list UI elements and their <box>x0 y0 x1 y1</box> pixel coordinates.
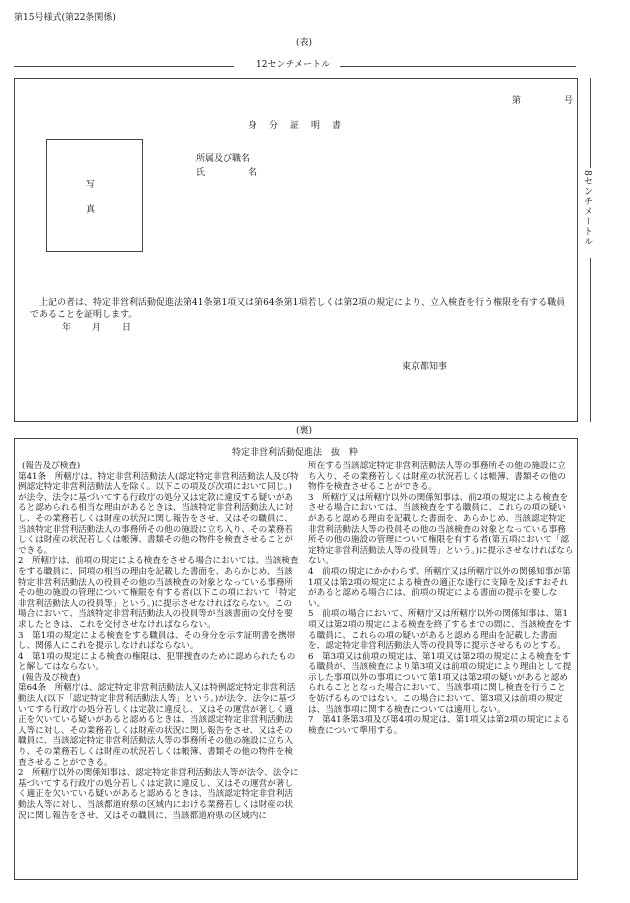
photo-label-2: 真 <box>86 205 96 215</box>
width-dimension-label: 12センチメートル <box>256 60 331 70</box>
field-affiliation-label: 所属及び職名 <box>196 154 251 164</box>
excerpt-paragraph: (報告及び検査) <box>22 461 81 471</box>
excerpt-paragraph: (報告及び検査) <box>22 672 81 683</box>
excerpt-paragraph: 4 前項の規定にかかわらず、所轄庁又は所轄庁以外の関係知事が第1項又は第2項の規定による検査の適正な遂行に支障を及ぼすおそれがあると認める場合には、前項の規定による書面の提示を要しない。 <box>308 566 571 609</box>
form-label: 第15号様式(第22条関係) <box>14 13 116 23</box>
photo-label-1: 写 <box>86 180 96 190</box>
back-title: 特定非営利活動促進法 抜 粋 <box>232 448 359 458</box>
excerpt-left-column <box>18 461 300 875</box>
date-month-label: 月 <box>92 323 102 333</box>
certification-text: 上記の者は、特定非営利活動促進法第41条第1項又は第64条第1項若しくは第2項の規定により、立入検査を行う権限を有する職員であることを証明します。 <box>30 298 566 320</box>
excerpt-paragraph: 第41条 所轄庁は、特定非営利活動法人(認定特定非営利活動法人及び特例認定特定非営利活動法人を除く。以下この項及び次項において同じ。)が法令、法令に基づいてする行政庁の処分又は定款に違反する疑いがあると認められる相当な理由があるときは、当該特定非営利活動法人に対し、その業務若しくは財産の状況に関し報告をさせ、又はその職員に、当該特定非営利活動法人の事務所その他の施設に立ち入り、その業務若しくは財産の状況若しくは帳簿、書類その他の物件を検査させることができる。 <box>18 471 299 556</box>
number-label: 第 <box>512 96 522 106</box>
date-day-label: 日 <box>122 323 132 333</box>
card-title: 身分証明書 <box>248 121 354 131</box>
height-dimension-label: 8センチメートル <box>582 170 592 247</box>
front-section-label: (表) <box>296 38 313 48</box>
excerpt-right-column <box>308 461 574 875</box>
excerpt-paragraph: 6 第3項又は前項の規定は、第1項又は第2項の規定による検査をする職員が、当該検査により第3項又は前項の規定により理由として提示した事項以外の事項について第1項又は第2項の疑いがあると認められることとなった場合において、当該事項に関し検査を行うことを妨げるものではない。この場合において、第3項又は前項の規定は、当該事項に関する検査については適用しない。 <box>308 651 572 715</box>
height-dimension-line-lower <box>590 258 591 422</box>
excerpt-paragraph: 2 所轄庁は、前項の規定による検査をさせる場合においては、当該検査をする職員に、同項の相当の理由を記載した書面を、あらかじめ、当該特定非営利活動法人の役員その他の当該検査の対象となっている事務所その他の施設の管理について権限を有する者(以下この項において「特定非営利活動法人の役員等」という。)に提示させなければならない。この場合において、当該特定非営利活動法人の役員等が当該書面の交付を要求したときは、これを交付させなければならない。 <box>18 556 299 630</box>
excerpt-paragraph: 第64条 所轄庁は、認定特定非営利活動法人又は特例認定特定非営利活動法人(以下「認定特定非営利活動法人等」という。)が法令、法令に基づいてする行政庁の処分若しくは定款に違反し、又はその運営が著しく適正を欠いている疑いがあると認めるときは、当該認定特定非営利活動法人等に対し、その業務若しくは財産の状況に関し報告をさせ、又はその職員に、当該認定特定非営利活動法人等の事務所その他の施設に立ち入り、その業務若しくは財産の状況若しくは帳簿、書類その他の物件を検査させることができる。 <box>18 683 296 768</box>
excerpt-paragraph: 3 第1項の規定による検査をする職員は、その身分を示す証明書を携帯し、関係人にこれを提示しなければならない。 <box>18 630 296 652</box>
field-name-label-2: 名 <box>248 168 258 178</box>
height-dimension-line-upper <box>590 78 591 168</box>
width-dimension-line-left <box>14 66 234 67</box>
field-name-label-1: 氏 <box>196 168 206 178</box>
excerpt-paragraph: 3 所轄庁又は所轄庁以外の関係知事は、前2項の規定による検査をさせる場合においては、当該検査をする職員に、これらの項の疑いがあると認める理由を記載した書面を、あらかじめ、当該認定特定非営利活動法人等の役員その他の当該検査の対象となっている事務所その他の施設の管理について権限を有する者(第五項において「認定特定非営利活動法人等の役員等」という。)に提示させなければならない。 <box>308 492 574 567</box>
excerpt-paragraph: 2 所轄庁以外の関係知事は、認定特定非営利活動法人等が法令、法令に基づいてする行政庁の処分若しくは定款に違反し、又はその運営が著しく適正を欠いている疑いがあると認めるときは、当該認定特定非営利活動法人等に対し、当該都道府県の区域内における業務若しくは財産の状況に関し報告をさせ、又はその職員に、当該都道府県の区域内に <box>18 768 299 821</box>
number-suffix: 号 <box>564 96 574 106</box>
date-year-label: 年 <box>62 323 72 333</box>
issuer-label: 東京都知事 <box>402 362 448 372</box>
excerpt-paragraph: 4 第1項の規定による検査の権限は、犯罪捜査のために認められたものと解してはならない。 <box>18 651 296 673</box>
back-section-label: (裏) <box>296 426 313 436</box>
excerpt-paragraph: 7 第41条第3項及び第4項の規定は、第1項又は第2項の規定による検査について準用する。 <box>308 715 570 736</box>
excerpt-paragraph: 5 前項の場合において、所轄庁又は所轄庁以外の関係知事は、第1項又は第2項の規定による検査を終了するまでの間に、当該検査をする職員に、これらの項の疑いがあると認める理由を記載した書面を、認定特定非営利活動法人等の役員等に提示させるものとする。 <box>308 609 572 652</box>
excerpt-paragraph: 所在する当該認定特定非営利活動法人等の事務所その他の施設に立ち入り、その業務若しくは財産の状況若しくは帳簿、書類その他の物件を検査させることができる。 <box>308 461 566 493</box>
photo-box <box>46 139 143 252</box>
width-dimension-line-right <box>340 66 576 67</box>
